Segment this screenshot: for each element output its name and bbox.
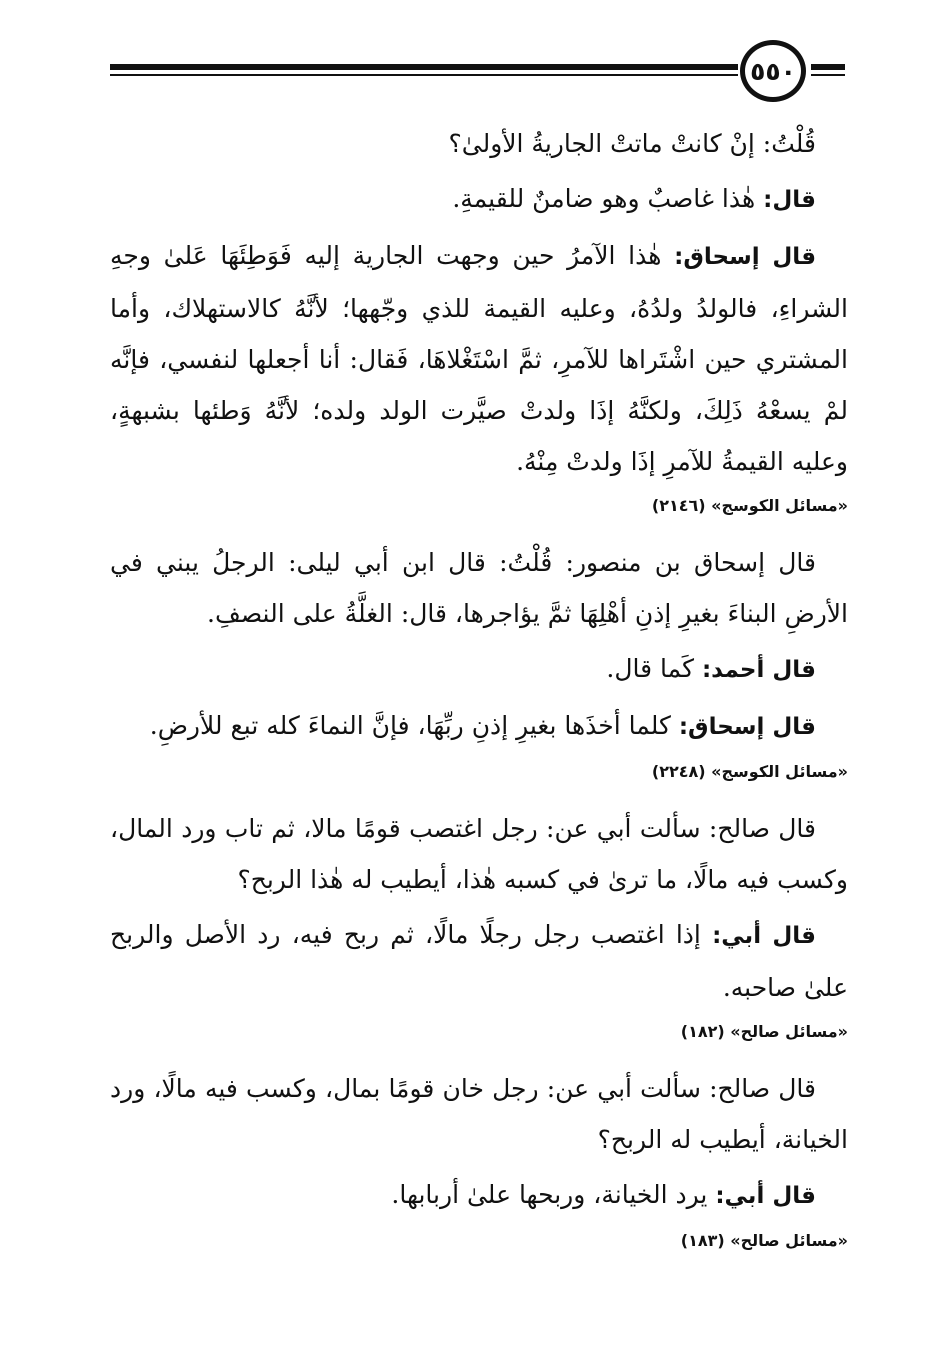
speaker-label: قال أحمد: bbox=[701, 657, 816, 683]
entry bbox=[110, 537, 848, 783]
page-number: ٥٥٠ bbox=[740, 40, 806, 102]
header-rule-short-thin bbox=[811, 74, 845, 76]
page-header bbox=[110, 40, 845, 104]
header-rule-short-thick bbox=[811, 64, 845, 70]
paragraph-text: قال صالح: سألت أبي عن: رجل خان قومًا بمال، وكسب فيه مالًا، ورد الخيانة، أيطيب له الربح؟ bbox=[110, 1074, 848, 1154]
speaker-label: قال إسحاق: bbox=[678, 714, 816, 740]
paragraph bbox=[110, 643, 848, 696]
paragraph-text: قُلْتُ: إنْ كانتْ ماتتْ الجاريةُ الأولىٰ؟ bbox=[448, 129, 816, 158]
paragraph-text: هٰذا الآمرُ حين وجهت الجارية إليه فَوَطِئَهَا عَلىٰ وجهِ الشراءِ، فالولدُ ولدُهُ، وعليه القيمة للذي وجّهها؛ لأنَّهُ كالاستهلاك، وأما المشتري حين اشْتَراها للآمرِ، ثمَّ اسْتَغْلاهَا، فَقال: أنا أجعلها لنفسي، فإنَّه لمْ يسعْهُ ذَلِكَ، ولكنَّهُ إذَا ولدتْ صيَّرت الولد ولده؛ لأنَّهُ وَطئها بشبهةٍ، وعليه القيمةُ للآمرِ إذَا ولدتْ مِنْهُ. bbox=[110, 241, 848, 476]
citation: «مسائل صالح» (١٨٢) bbox=[680, 1022, 848, 1041]
paragraph-text: يرد الخيانة، وربحها علىٰ أربابها. bbox=[391, 1180, 708, 1209]
speaker-label: قال إسحاق: bbox=[674, 244, 816, 270]
speaker-label: قال: bbox=[763, 187, 816, 213]
paragraph bbox=[110, 1063, 848, 1165]
paragraph bbox=[110, 1169, 848, 1222]
speaker-label: قال أبي: bbox=[715, 1183, 816, 1209]
header-rule-thick bbox=[110, 64, 738, 70]
paragraph bbox=[110, 173, 848, 226]
citation: «مسائل الكوسج» (٢٢٤٨) bbox=[651, 762, 848, 781]
entry bbox=[110, 118, 848, 517]
paragraph-text: كلما أخذَها بغيرِ إذنِ ربِّهَا، فإنَّ النماءَ كله تبع للأرضِ. bbox=[149, 711, 671, 740]
page-body bbox=[110, 118, 848, 1272]
paragraph-text: قال إسحاق بن منصور: قُلْتُ: قال ابن أبي ليلى: الرجلُ يبني في الأرضِ البناءَ بغيرِ إذنِ أهْلِهَا ثمَّ يؤاجرها، قال: الغلَّةُ على النصفِ. bbox=[110, 548, 848, 628]
paragraph-text: إذا اغتصب رجل رجلًا مالًا، ثم ربح فيه، رد الأصل والربح علىٰ صاحبه. bbox=[110, 920, 848, 1002]
citation: «مسائل صالح» (١٨٣) bbox=[680, 1231, 848, 1250]
paragraph bbox=[110, 230, 848, 487]
entry bbox=[110, 1063, 848, 1252]
citation: «مسائل الكوسج» (٢١٤٦) bbox=[651, 496, 848, 515]
paragraph-text: قال صالح: سألت أبي عن: رجل اغتصب قومًا مالا، ثم تاب ورد المال، وكسب فيه مالًا، ما ترىٰ في كسبه هٰذا، أيطيب له هٰذا الربح؟ bbox=[110, 814, 848, 894]
paragraph bbox=[110, 700, 848, 753]
paragraph-text: هٰذا غاصبٌ وهو ضامنٌ للقيمةِ. bbox=[452, 184, 756, 213]
paragraph bbox=[110, 537, 848, 639]
speaker-label: قال أبي: bbox=[712, 923, 816, 949]
paragraph bbox=[110, 909, 848, 1013]
paragraph-text: كَما قال. bbox=[606, 654, 695, 683]
header-rule-thin bbox=[110, 74, 738, 76]
entry bbox=[110, 803, 848, 1043]
paragraph bbox=[110, 118, 848, 169]
paragraph bbox=[110, 803, 848, 905]
